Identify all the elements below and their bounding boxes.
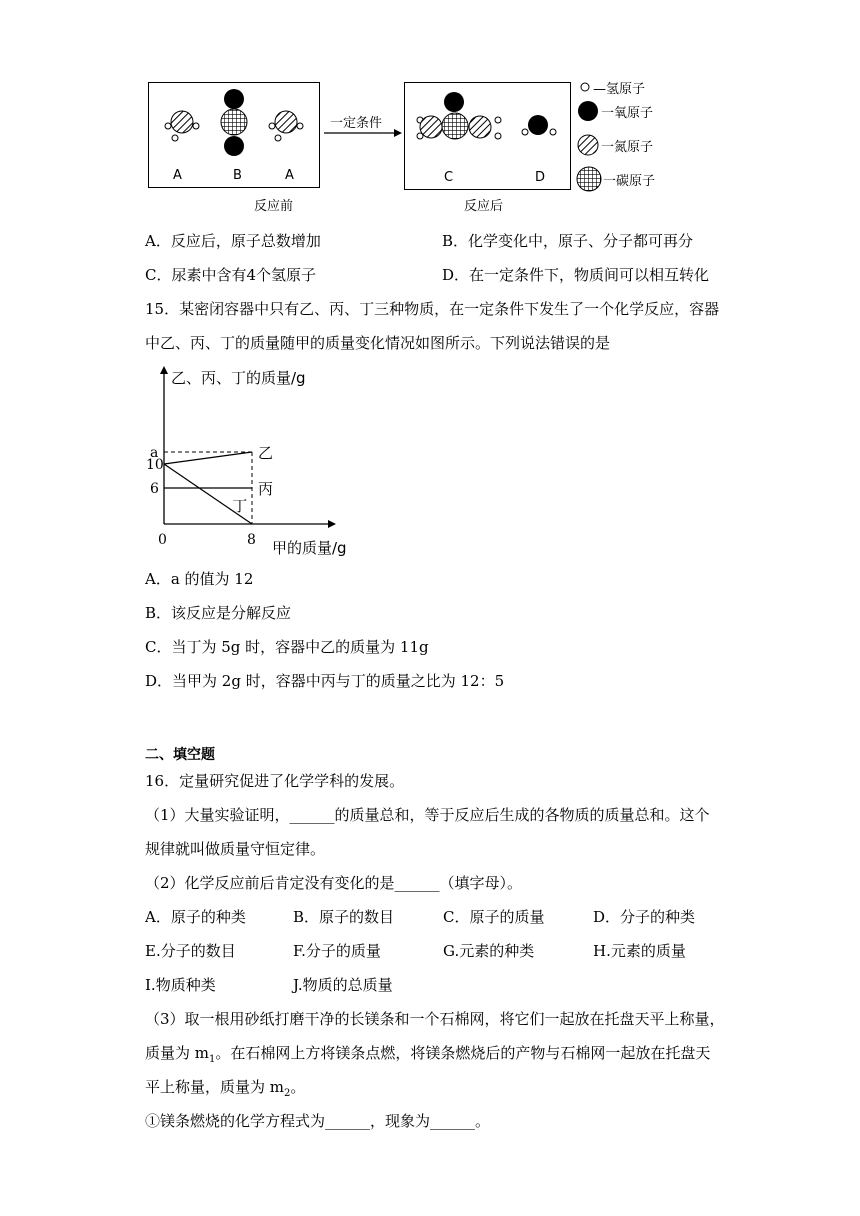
series-line-ding [164,464,252,524]
label-c: C [444,170,454,185]
legend-hydrogen: —氢原子 [593,82,646,97]
legend-carbon: 一碳原子 [603,174,656,189]
chart-plot-area [146,366,336,548]
q16-part3-line2: 质量为 $m_1$。在石棉网上方将镁条点燃，将镁条燃烧后的产物与石棉网一起放在托盘天 [145,1044,711,1065]
q15-option-c: C．当丁为 5g 时，容器中乙的质量为 11g [145,638,429,656]
q14-option-d: D．在一定条件下，物质间可以相互转化 [442,266,710,284]
q16-option-e: E.分子的数目 [145,942,236,960]
x-tick-8: 8 [247,532,256,548]
q15-stem-line1: 15．某密闭容器中只有乙、丙、丁三种物质，在一定条件下发生了一个化学反应，容器 [145,300,720,318]
label-b: B [233,168,242,183]
series-line-yi [164,452,252,464]
label-a-right: A [285,168,294,183]
y-tick-a: a [150,445,159,461]
q16-option-j: J.物质的总质量 [293,976,393,994]
section-heading: 二、填空题 [145,747,215,763]
x-axis-arrow-icon [328,520,336,528]
q16-part3-line1: （3）取一根用砂纸打磨干净的长镁条和一个石棉网，将它们一起放在托盘天平上称量， [145,1010,725,1028]
q15-option-b: B．该反应是分解反应 [145,604,292,622]
legend-nitrogen: 一氮原子 [601,140,654,155]
q16-part3-line3: 平上称量，质量为 $m_2$。 [145,1078,306,1099]
label-a-left: A [173,168,182,183]
q16-option-b: B．原子的数目 [293,908,395,926]
oxygen-atom-icon [578,101,598,121]
q16-option-d: D．分子的种类 [593,908,696,926]
q15-stem-line2: 中乙、丙、丁的质量随甲的质量变化情况如图所示。下列说法错误的是 [145,334,611,352]
q16-option-a: A．原子的种类 [145,908,246,926]
after-molecules [404,82,571,190]
nitrogen-atom-icon [578,135,598,155]
q15-option-a: A．a 的值为 12 [145,570,254,588]
series-label-ding: 丁 [232,496,248,515]
series-label-bing: 丙 [258,480,274,498]
q16-part1-line2: 规律就叫做质量守恒定律。 [145,840,326,858]
reaction-arrow-icon [322,128,404,138]
carbon-atom-icon [577,167,601,191]
mass-chart [140,360,370,560]
series-label-yi: 乙 [258,444,274,462]
q16-part2-stem: （2）化学反应前后肯定没有变化的是______（填字母）。 [145,874,523,892]
molecule-a-left [165,111,199,141]
caption-after: 反应后 [464,199,504,214]
molecule-a-right [269,111,303,141]
x-tick-0: 0 [158,532,167,548]
caption-before: 反应前 [254,199,294,214]
q14-option-a: A．反应后，原子总数增加 [145,232,321,250]
chart-x-axis-label: 甲的质量/g [272,539,347,557]
q14-option-c: C．尿素中含有4个氢原子 [145,266,317,284]
q16-option-i: I.物质种类 [145,976,216,994]
hydrogen-atom-icon [581,83,589,91]
legend-oxygen: 一氧原子 [601,106,654,121]
molecule-d [522,115,556,135]
q16-part1-line1: （1）大量实验证明，______的质量总和，等于反应后生成的各物质的质量总和。这个 [145,806,710,824]
y-axis-arrow-icon [160,366,168,374]
q16-option-f: F.分子的质量 [293,942,381,960]
chart-y-axis-label: 乙、丙、丁的质量/g [171,369,306,387]
label-d: D [535,170,546,185]
molecule-c [417,92,501,139]
q14-option-b: B．化学变化中，原子、分子都可再分 [442,232,694,250]
q16-option-g: G.元素的种类 [443,942,535,960]
y-tick-6: 6 [150,481,159,497]
molecule-b [221,89,247,156]
q16-part3-question1: ①镁条燃烧的化学方程式为______，现象为______。 [145,1112,491,1130]
q15-option-d: D．当甲为 2g 时，容器中丙与丁的质量之比为 12：5 [145,672,505,690]
q16-option-c: C．原子的质量 [443,908,545,926]
q16-option-h: H.元素的质量 [593,942,686,960]
y-tick-10: 10 [146,457,164,473]
q16-stem: 16．定量研究促进了化学学科的发展。 [145,772,405,790]
reaction-condition: 一定条件 [330,116,383,131]
